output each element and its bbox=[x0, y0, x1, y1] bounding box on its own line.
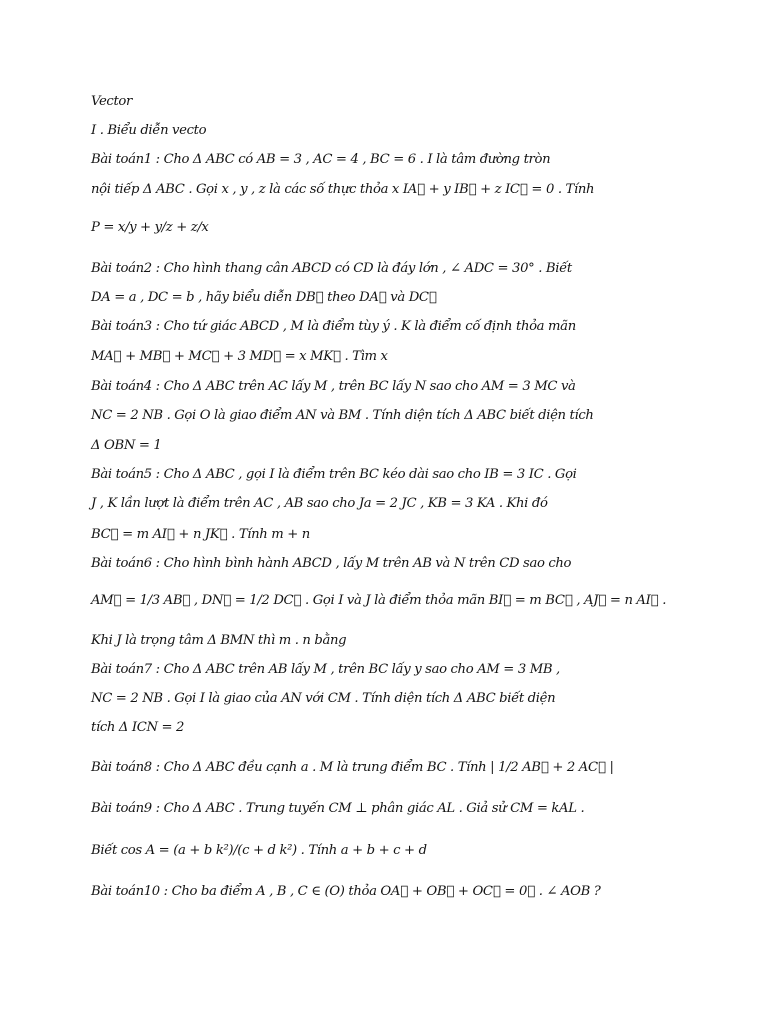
problem-8-line-1: Bài toán8 : Cho Δ ABC đều cạnh a . M là trung điểm BC . Tính | 1/2 AB⃗ + 2 AC⃗ | bbox=[91, 760, 614, 775]
problem-6-line-3: Khi J là trọng tâm Δ BMN thì m . n bằng bbox=[91, 633, 347, 648]
problem-2-line-1: Bài toán2 : Cho hình thang cân ABCD có CD là đáy lớn , ∠ ADC = 30° . Biết bbox=[91, 261, 572, 276]
problem-5-line-2: J , K lần lượt là điểm trên AC , AB sao cho Ja = 2 JC , KB = 3 KA . Khi đó bbox=[91, 496, 548, 511]
problem-4-line-1: Bài toán4 : Cho Δ ABC trên AC lấy M , trên BC lấy N sao cho AM = 3 MC và bbox=[91, 379, 576, 394]
problem-9-line-1: Bài toán9 : Cho Δ ABC . Trung tuyến CM ⊥ phân giác AL . Giả sử CM = kAL . bbox=[91, 801, 585, 816]
problem-7-line-1: Bài toán7 : Cho Δ ABC trên AB lấy M , trên BC lấy y sao cho AM = 3 MB , bbox=[91, 662, 560, 677]
problem-6-line-2: AM⃗ = 1/3 AB⃗ , DN⃗ = 1/2 DC⃗ . Gọi I và J là điểm thỏa mãn BI⃗ = m BC⃗ , AJ⃗ = n AI⃗ . bbox=[91, 593, 667, 608]
problem-9-line-2: Biết cos A = (a + b k²)/(c + d k²) . Tính a + b + c + d bbox=[91, 843, 427, 858]
problem-1-formula: P = x/y + y/z + z/x bbox=[91, 220, 209, 235]
section-heading: I . Biểu diễn vecto bbox=[91, 123, 207, 138]
problem-7-line-3: tích Δ ICN = 2 bbox=[91, 720, 185, 735]
problem-3-line-2: MA⃗ + MB⃗ + MC⃗ + 3 MD⃗ = x MK⃗ . Tìm x bbox=[91, 349, 388, 364]
document-title: Vector bbox=[91, 94, 132, 109]
problem-5-line-3: BC⃗ = m AI⃗ + n JK⃗ . Tính m + n bbox=[91, 527, 310, 542]
problem-1-line-1: Bài toán1 : Cho Δ ABC có AB = 3 , AC = 4 , BC = 6 . I là tâm đường tròn bbox=[91, 152, 551, 167]
problem-7-line-2: NC = 2 NB . Gọi I là giao của AN với CM . Tính diện tích Δ ABC biết diện bbox=[91, 691, 556, 706]
problem-2-line-2: DA = a , DC = b , hãy biểu diễn DB⃗ theo DA⃗ và DC⃗ bbox=[91, 290, 437, 305]
problem-4-line-3: Δ OBN = 1 bbox=[91, 438, 162, 453]
problem-10-line-1: Bài toán10 : Cho ba điểm A , B , C ∈ (O) thỏa OA⃗ + OB⃗ + OC⃗ = 0⃗ . ∠ AOB ? bbox=[91, 884, 601, 899]
problem-3-line-1: Bài toán3 : Cho tứ giác ABCD , M là điểm tùy ý . K là điểm cố định thỏa mãn bbox=[91, 319, 576, 334]
problem-6-line-1: Bài toán6 : Cho hình bình hành ABCD , lấy M trên AB và N trên CD sao cho bbox=[91, 556, 572, 571]
problem-5-line-1: Bài toán5 : Cho Δ ABC , gọi I là điểm trên BC kéo dài sao cho IB = 3 IC . Gọi bbox=[91, 467, 577, 482]
problem-1-line-2: nội tiếp Δ ABC . Gọi x , y , z là các số thực thỏa x IA⃗ + y IB⃗ + z IC⃗ = 0 . Tính bbox=[91, 182, 595, 197]
problem-4-line-2: NC = 2 NB . Gọi O là giao điểm AN và BM . Tính diện tích Δ ABC biết diện tích bbox=[91, 408, 594, 423]
